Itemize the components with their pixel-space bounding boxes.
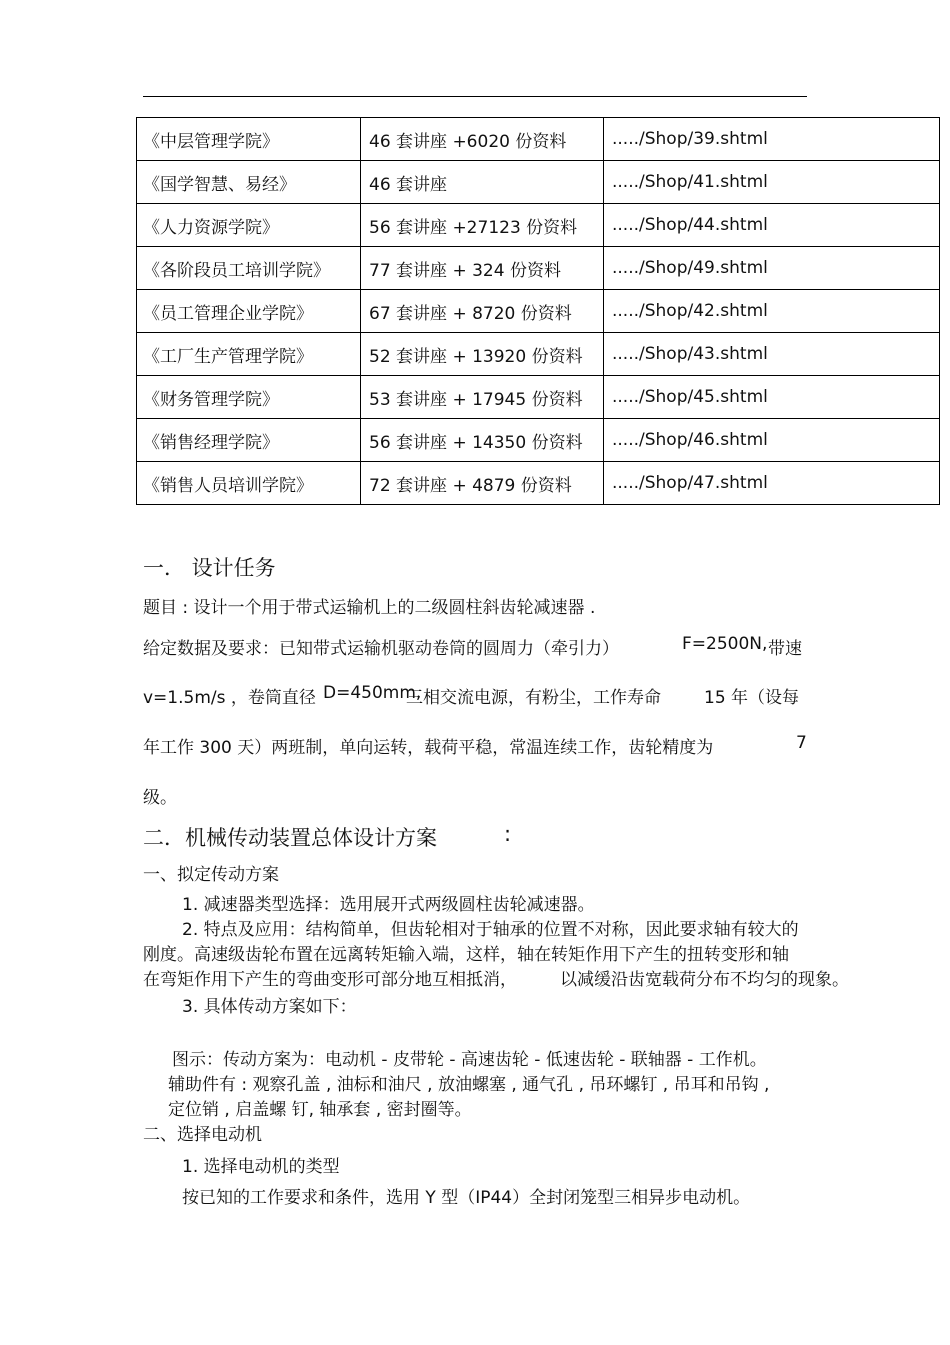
figure-caption-2: 辅助件有 : 观察孔盖 , 油标和油尺 , 放油螺塞 , 通气孔 , 吊环螺钉 , 吊耳和吊钩 , bbox=[168, 1075, 770, 1095]
course-content-cell: 53 套讲座 + 17945 份资料 bbox=[361, 376, 604, 419]
gear-precision: 7 bbox=[796, 733, 807, 753]
course-link-cell: ...../Shop/39.shtml bbox=[604, 118, 940, 161]
course-content-cell: 72 套讲座 + 4879 份资料 bbox=[361, 462, 604, 505]
course-link-cell: ...../Shop/49.shtml bbox=[604, 247, 940, 290]
course-link-cell: ...../Shop/43.shtml bbox=[604, 333, 940, 376]
motor-type-text: 按已知的工作要求和条件，选用 Y 型（IP44）全封闭笼型三相异步电动机。 bbox=[182, 1188, 751, 1208]
given-life: 15 年（设每 bbox=[704, 688, 800, 708]
course-content-cell: 46 套讲座 +6020 份资料 bbox=[361, 118, 604, 161]
table-row bbox=[137, 290, 940, 333]
table-row bbox=[137, 462, 940, 505]
course-content-cell: 56 套讲座 + 14350 份资料 bbox=[361, 419, 604, 462]
para-2c-tail: 以减缓沿齿宽载荷分布不均匀的现象。 bbox=[560, 970, 849, 990]
para-2b: 刚度。高速级齿轮布置在远离转矩输入端，这样，轴在转矩作用下产生的扭转变形和轴 bbox=[143, 945, 789, 965]
section-2-heading: 二．机械传动装置总体设计方案 bbox=[143, 826, 437, 850]
course-content-cell: 46 套讲座 bbox=[361, 161, 604, 204]
subsection-transmission: 一、拟定传动方案 bbox=[143, 865, 279, 885]
header-rule bbox=[143, 96, 807, 97]
course-name-cell: 《销售人员培训学院》 bbox=[137, 462, 361, 505]
course-link-cell: ...../Shop/44.shtml bbox=[604, 204, 940, 247]
para-2a: 2. 特点及应用：结构简单，但齿轮相对于轴承的位置不对称，因此要求轴有较大的 bbox=[182, 920, 799, 940]
course-name-cell: 《员工管理企业学院》 bbox=[137, 290, 361, 333]
course-name-cell: 《工厂生产管理学院》 bbox=[137, 333, 361, 376]
course-name-cell: 《人力资源学院》 bbox=[137, 204, 361, 247]
motor-type-title: 1. 选择电动机的类型 bbox=[182, 1157, 340, 1177]
given-line-3: 年工作 300 天）两班制，单向运转，载荷平稳，常温连续工作，齿轮精度为 bbox=[143, 738, 714, 758]
course-name-cell: 《中层管理学院》 bbox=[137, 118, 361, 161]
given-line-2: v=1.5m/s ，卷筒直径 bbox=[143, 688, 316, 708]
table-row bbox=[137, 376, 940, 419]
task-title: 题目 : 设计一个用于带式运输机上的二级圆柱斜齿轮减速器 . bbox=[143, 598, 596, 618]
para-1: 1. 减速器类型选择：选用展开式两级圆柱齿轮减速器。 bbox=[182, 895, 595, 915]
course-name-cell: 《销售经理学院》 bbox=[137, 419, 361, 462]
table-row bbox=[137, 419, 940, 462]
table-row bbox=[137, 118, 940, 161]
course-link-cell: ...../Shop/42.shtml bbox=[604, 290, 940, 333]
subsection-motor: 二、选择电动机 bbox=[143, 1125, 262, 1145]
para-3: 3. 具体传动方案如下： bbox=[182, 997, 357, 1017]
course-link-cell: ...../Shop/47.shtml bbox=[604, 462, 940, 505]
course-link-cell: ...../Shop/46.shtml bbox=[604, 419, 940, 462]
course-content-cell: 56 套讲座 +27123 份资料 bbox=[361, 204, 604, 247]
course-link-cell: ...../Shop/45.shtml bbox=[604, 376, 940, 419]
figure-caption-1: 图示：传动方案为：电动机 - 皮带轮 - 高速齿轮 - 低速齿轮 - 联轴器 - 工作机。 bbox=[172, 1050, 767, 1070]
course-content-cell: 77 套讲座 + 324 份资料 bbox=[361, 247, 604, 290]
section-1-heading: 一． 设计任务 bbox=[143, 556, 276, 580]
course-link-cell: ...../Shop/41.shtml bbox=[604, 161, 940, 204]
given-line-1: 给定数据及要求：已知带式运输机驱动卷筒的圆周力（牵引力） bbox=[143, 639, 619, 659]
given-line-2-mid: 三相交流电源，有粉尘，工作寿命 bbox=[406, 688, 661, 708]
course-name-cell: 《财务管理学院》 bbox=[137, 376, 361, 419]
course-content-cell: 52 套讲座 + 13920 份资料 bbox=[361, 333, 604, 376]
course-name-cell: 《国学智慧、易经》 bbox=[137, 161, 361, 204]
figure-caption-3: 定位销 , 启盖螺 钉, 轴承套 , 密封圈等。 bbox=[168, 1100, 472, 1120]
given-speed-label: 带速 bbox=[768, 639, 802, 659]
course-table bbox=[136, 117, 940, 505]
table-row bbox=[137, 247, 940, 290]
course-name-cell: 《各阶段员工培训学院》 bbox=[137, 247, 361, 290]
table-row bbox=[137, 204, 940, 247]
given-diameter: D=450mm, bbox=[323, 683, 422, 703]
given-force: F=2500N, bbox=[682, 634, 768, 654]
table-row bbox=[137, 333, 940, 376]
table-row bbox=[137, 161, 940, 204]
course-content-cell: 67 套讲座 + 8720 份资料 bbox=[361, 290, 604, 333]
given-line-4: 级。 bbox=[143, 788, 177, 808]
para-2c: 在弯矩作用下产生的弯曲变形可部分地互相抵消， bbox=[143, 970, 517, 990]
section-2-colon: : bbox=[504, 822, 512, 846]
